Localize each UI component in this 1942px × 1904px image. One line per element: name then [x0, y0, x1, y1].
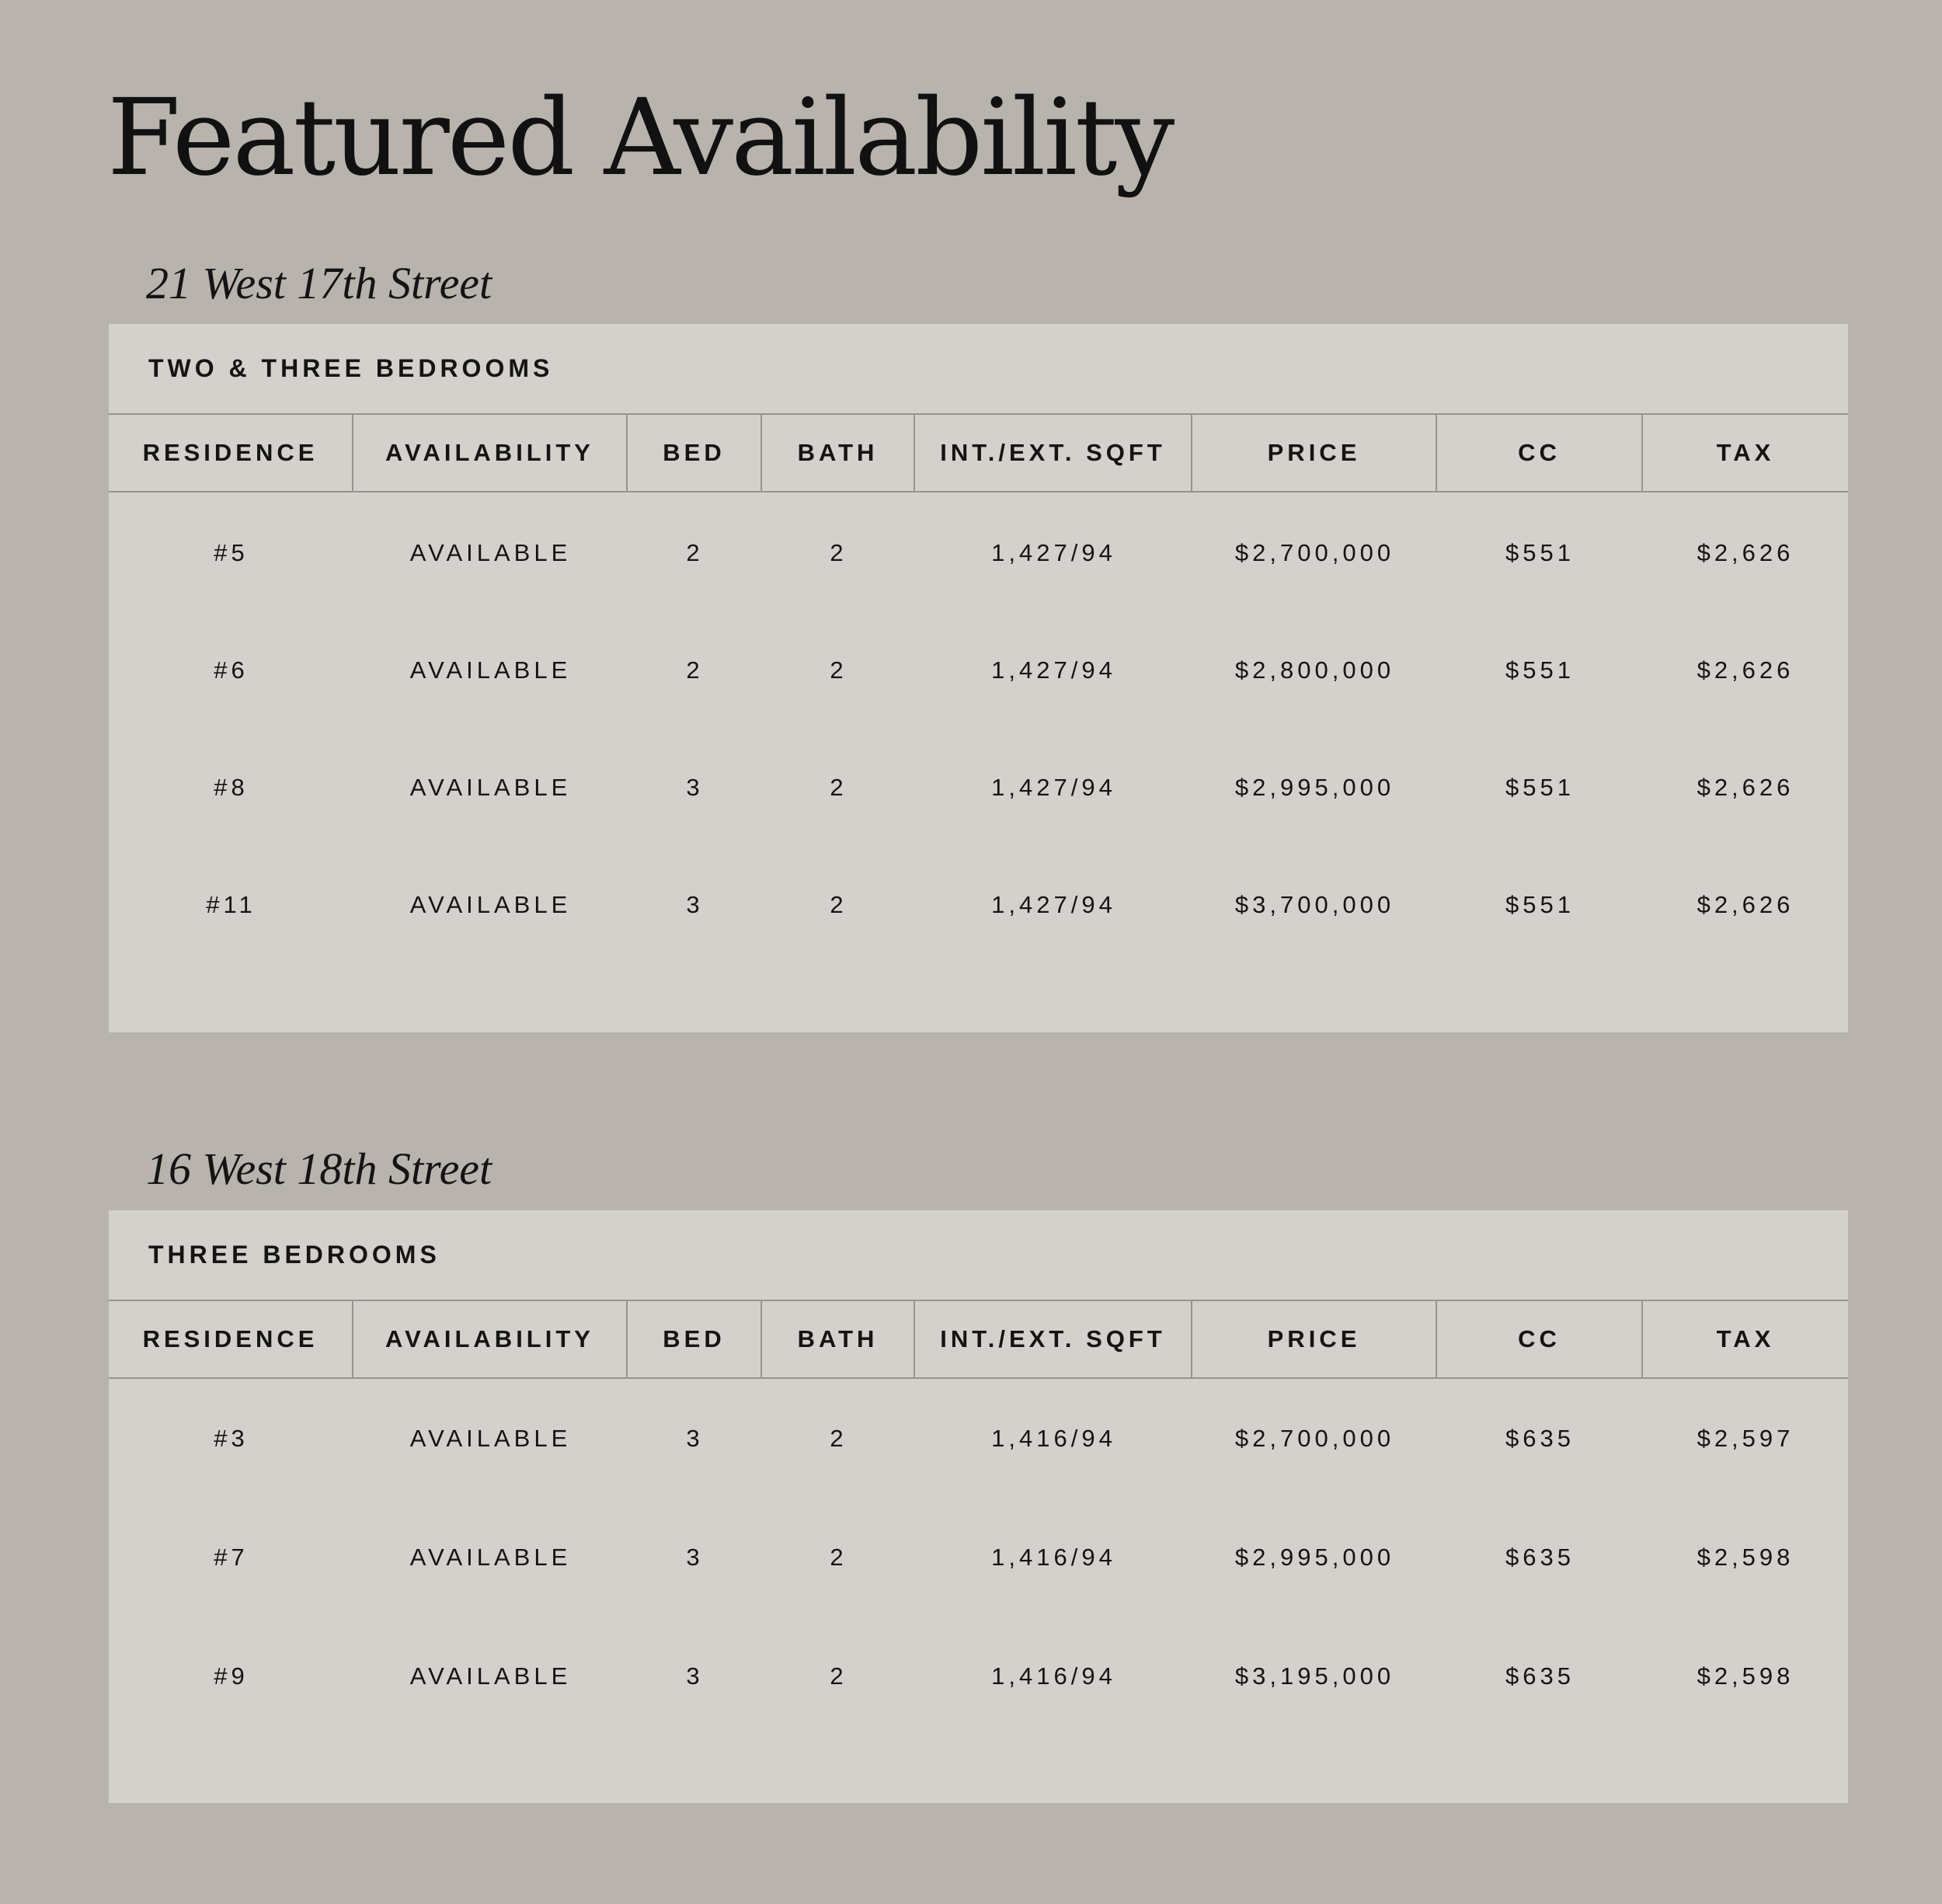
residence-cell: #5	[214, 538, 249, 566]
column-header-price: PRICE	[1192, 415, 1437, 491]
table-row	[109, 846, 1848, 963]
price-cell: $2,700,000	[1234, 538, 1395, 566]
bath-cell: 2	[830, 773, 847, 801]
bed-cell: 2	[686, 656, 704, 684]
price-cell: $3,195,000	[1234, 1662, 1395, 1690]
table-row	[109, 1498, 1848, 1617]
sqft-cell: 1,416/94	[991, 1424, 1116, 1452]
column-header-residence: RESIDENCE	[109, 1301, 353, 1377]
availability-table	[109, 1210, 1848, 1803]
availability-cell: AVAILABLE	[409, 1424, 572, 1452]
table-row	[109, 1617, 1848, 1735]
tax-cell: $2,598	[1697, 1543, 1794, 1571]
bath-cell: 2	[830, 656, 847, 684]
cc-cell: $635	[1505, 1543, 1575, 1571]
bed-cell: 3	[686, 773, 704, 801]
bed-cell: 2	[686, 538, 704, 566]
availability-cell: AVAILABLE	[409, 1543, 572, 1571]
tax-cell: $2,597	[1697, 1424, 1794, 1452]
page-title: Featured Availability	[107, 77, 1173, 200]
table-body	[109, 1379, 1848, 1735]
bath-cell: 2	[830, 890, 847, 918]
table-header-row	[109, 1301, 1848, 1379]
column-header-sqft: INT./EXT. SQFT	[915, 415, 1192, 491]
bath-cell: 2	[830, 538, 847, 566]
cc-cell: $551	[1505, 773, 1575, 801]
bed-cell: 3	[686, 1543, 704, 1571]
availability-cell: AVAILABLE	[409, 890, 572, 918]
sqft-cell: 1,427/94	[991, 890, 1116, 918]
price-cell: $2,800,000	[1234, 656, 1395, 684]
cc-cell: $635	[1505, 1662, 1575, 1690]
column-header-tax: TAX	[1716, 439, 1775, 466]
bed-cell: 3	[686, 1662, 704, 1690]
availability-cell: AVAILABLE	[409, 1662, 572, 1690]
tax-cell: $2,598	[1697, 1662, 1794, 1690]
residence-cell: #3	[214, 1424, 249, 1452]
column-header-cc: CC	[1437, 1301, 1643, 1377]
price-cell: $2,700,000	[1234, 1424, 1395, 1452]
sqft-cell: 1,427/94	[991, 538, 1116, 566]
bedroom-group-label: TWO & THREE BEDROOMS	[109, 324, 1848, 415]
tax-cell: $2,626	[1697, 656, 1794, 684]
sqft-cell: 1,427/94	[991, 773, 1116, 801]
residence-cell: #8	[214, 773, 249, 801]
bed-cell: 3	[686, 890, 704, 918]
price-cell: $2,995,000	[1234, 1543, 1395, 1571]
sqft-cell: 1,416/94	[991, 1662, 1116, 1690]
column-header-sqft: INT./EXT. SQFT	[915, 1301, 1192, 1377]
column-header-residence: RESIDENCE	[109, 415, 353, 491]
tax-cell: $2,626	[1697, 773, 1794, 801]
building-name: 16 West 18th Street	[146, 1143, 492, 1194]
price-cell: $3,700,000	[1234, 890, 1395, 918]
column-header-availability: AVAILABILITY	[353, 415, 628, 491]
availability-cell: AVAILABLE	[409, 773, 572, 801]
price-cell: $2,995,000	[1234, 773, 1395, 801]
column-header-cc: CC	[1437, 415, 1643, 491]
bath-cell: 2	[830, 1424, 847, 1452]
cc-cell: $635	[1505, 1424, 1575, 1452]
availability-table	[109, 324, 1848, 1032]
table-row	[109, 494, 1848, 611]
table-header-row	[109, 415, 1848, 493]
availability-cell: AVAILABLE	[409, 538, 572, 566]
column-header-availability: AVAILABILITY	[353, 1301, 628, 1377]
residence-cell: #11	[206, 890, 256, 918]
residence-cell: #6	[214, 656, 249, 684]
bath-cell: 2	[830, 1543, 847, 1571]
building-name: 21 West 17th Street	[146, 258, 492, 308]
table-row	[109, 1379, 1848, 1498]
bath-cell: 2	[830, 1662, 847, 1690]
sqft-cell: 1,416/94	[991, 1543, 1116, 1571]
sqft-cell: 1,427/94	[991, 656, 1116, 684]
availability-cell: AVAILABLE	[409, 656, 572, 684]
cc-cell: $551	[1505, 538, 1575, 566]
residence-cell: #7	[214, 1543, 249, 1571]
table-body	[109, 493, 1848, 963]
column-header-bed: BED	[628, 1301, 762, 1377]
cc-cell: $551	[1505, 656, 1575, 684]
column-header-bed: BED	[628, 415, 762, 491]
residence-cell: #9	[214, 1662, 249, 1690]
table-row	[109, 611, 1848, 729]
column-header-price: PRICE	[1192, 1301, 1437, 1377]
bedroom-group-label: THREE BEDROOMS	[109, 1210, 1848, 1301]
column-header-bath: BATH	[762, 1301, 915, 1377]
cc-cell: $551	[1505, 890, 1575, 918]
column-header-tax: TAX	[1716, 1325, 1775, 1352]
column-header-bath: BATH	[762, 415, 915, 491]
tax-cell: $2,626	[1697, 890, 1794, 918]
table-row	[109, 729, 1848, 846]
tax-cell: $2,626	[1697, 538, 1794, 566]
bed-cell: 3	[686, 1424, 704, 1452]
